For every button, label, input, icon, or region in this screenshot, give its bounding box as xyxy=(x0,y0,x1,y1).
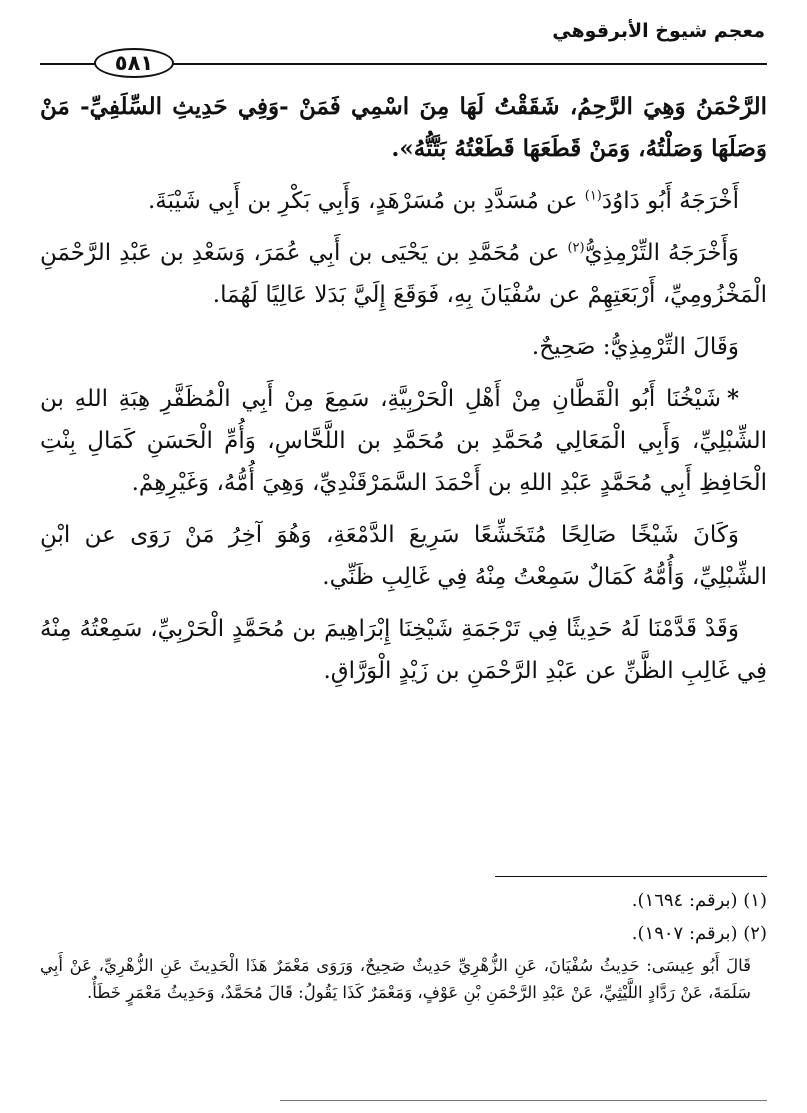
bottom-rule xyxy=(280,1100,767,1101)
cross-reference-paragraph: وَقَدْ قَدَّمْنَا لَهُ حَدِيثًا فِي تَرْجَمَةِ شَيْخِنَا إِبْرَاهِيمَ بن مُحَمَّدٍ الْحَرْبِيِّ، سَمِعْتُهُ مِنْهُ فِي غَالِبِ الظَّنِّ عن عَبْدِ الرَّحْمَنِ بن زَيْدٍ الْوَرَّاقِ. xyxy=(40,616,767,684)
shaykh-biography-paragraph xyxy=(40,378,767,504)
takhrij-tirmidhi-paragraph xyxy=(40,232,767,316)
paragraph-text: وَأَخْرَجَهُ التِّرْمِذِيُّ xyxy=(584,240,739,266)
main-text xyxy=(40,86,767,702)
footnote-2: (٢) (برقم: ١٩٠٧). xyxy=(631,923,767,944)
hadith-ending-paragraph: الرَّحْمَنُ وَهِيَ الرَّحِمُ، شَقَقْتُ لَهَا مِنَ اسْمِي فَمَنْ -وَفِي حَدِيثِ السِّلَفِيِّ- مَنْ وَصَلَهَا وَصَلْتُهُ، وَمَنْ قَطَعَهَا قَطَعْتُهُ بَتَّتُّهُ». xyxy=(40,93,767,162)
paragraph-text: شَيْخُنَا أَبُو الْقَطَّانِ مِنْ أَهْلِ الْحَرْبِيَّةِ، سَمِعَ مِنْ أَبِي الْمُظَفَّرِ هِبَةِ اللهِ بن الشِّبْلِيِّ، وَأَبِي الْمَعَالِي مُحَمَّدِ بن مُحَمَّدِ بن اللَّحَّاسِ، وَأُمِّ الْحَسَنِ كَمَالِ بِنْتِ الْحَافِظِ أَبِي مُحَمَّدٍ عَبْدِ اللهِ بن أَحْمَدَ السَّمَرْقَنْدِيِّ، وَهِيَ أُمُّهُ، وَغَيْرِهِمْ. xyxy=(40,386,767,496)
footnote-1: (١) (برقم: ١٦٩٤). xyxy=(631,890,767,911)
page-number-badge xyxy=(94,48,174,78)
running-header-title: معجم شيوخ الأبرقوهي xyxy=(552,20,765,42)
page-number: ٥٨١ xyxy=(114,51,154,75)
tirmidhi-grading-paragraph: وَقَالَ التِّرْمِذِيُّ: صَحِيحٌ. xyxy=(531,334,739,360)
footnote-ref-2[interactable]: (٢) xyxy=(567,240,585,256)
entry-star-marker: * xyxy=(726,385,739,412)
footnote-separator xyxy=(495,876,767,877)
footnote-2-quote: قَالَ أَبُو عِيسَى: حَدِيثُ سُفْيَانَ، عَنِ الزُّهْرِيِّ حَدِيثٌ صَحِيحٌ، وَرَوَى مَعْمَرٌ هَذَا الْحَدِيثَ عَنِ الزُّهْرِيِّ، عَنْ أَبِي سَلَمَةَ، عَنْ رَدَّادٍ اللَّيْثِيِّ، عَنْ عَبْدِ الرَّحْمَنِ بْنِ عَوْفٍ، وَمَعْمَرٌ كَذَا يَقُولُ: قَالَ مُحَمَّدٌ، وَحَدِيثُ مَعْمَرٍ خَطَأٌ. xyxy=(40,956,751,1002)
takhrij-abu-dawud-paragraph xyxy=(40,180,767,222)
footnotes xyxy=(40,884,767,1006)
shaykh-description-paragraph: وَكَانَ شَيْخًا صَالِحًا مُتَخَشِّعًا سَرِيعَ الدَّمْعَةِ، وَهُوَ آخِرُ مَنْ رَوَى عن ابْنِ الشِّبْلِيِّ، وَأُمُّهُ كَمَالٌ سَمِعْتُ مِنْهُ فِي غَالِبِ ظَنِّي. xyxy=(40,522,767,590)
footnote-ref-1[interactable]: (١) xyxy=(584,188,602,204)
paragraph-text: أَخْرَجَهُ أَبُو دَاوُدَ xyxy=(601,188,739,214)
paragraph-text: عن مُسَدَّدِ بن مُسَرْهَدٍ، وَأَبِي بَكْرِ بن أَبِي شَيْبَةَ. xyxy=(147,188,585,214)
paragraph-text: عن مُحَمَّدِ بن يَحْيَى بن أَبِي عُمَرَ، وَسَعْدِ بن عَبْدِ الرَّحْمَنِ الْمَخْزُومِيِّ، أَرْبَعَتِهِمْ عن سُفْيَانَ بِهِ، فَوَقَعَ إِلَيَّ بَدَلا عَالِيًا لَهُمَا. xyxy=(40,240,767,308)
